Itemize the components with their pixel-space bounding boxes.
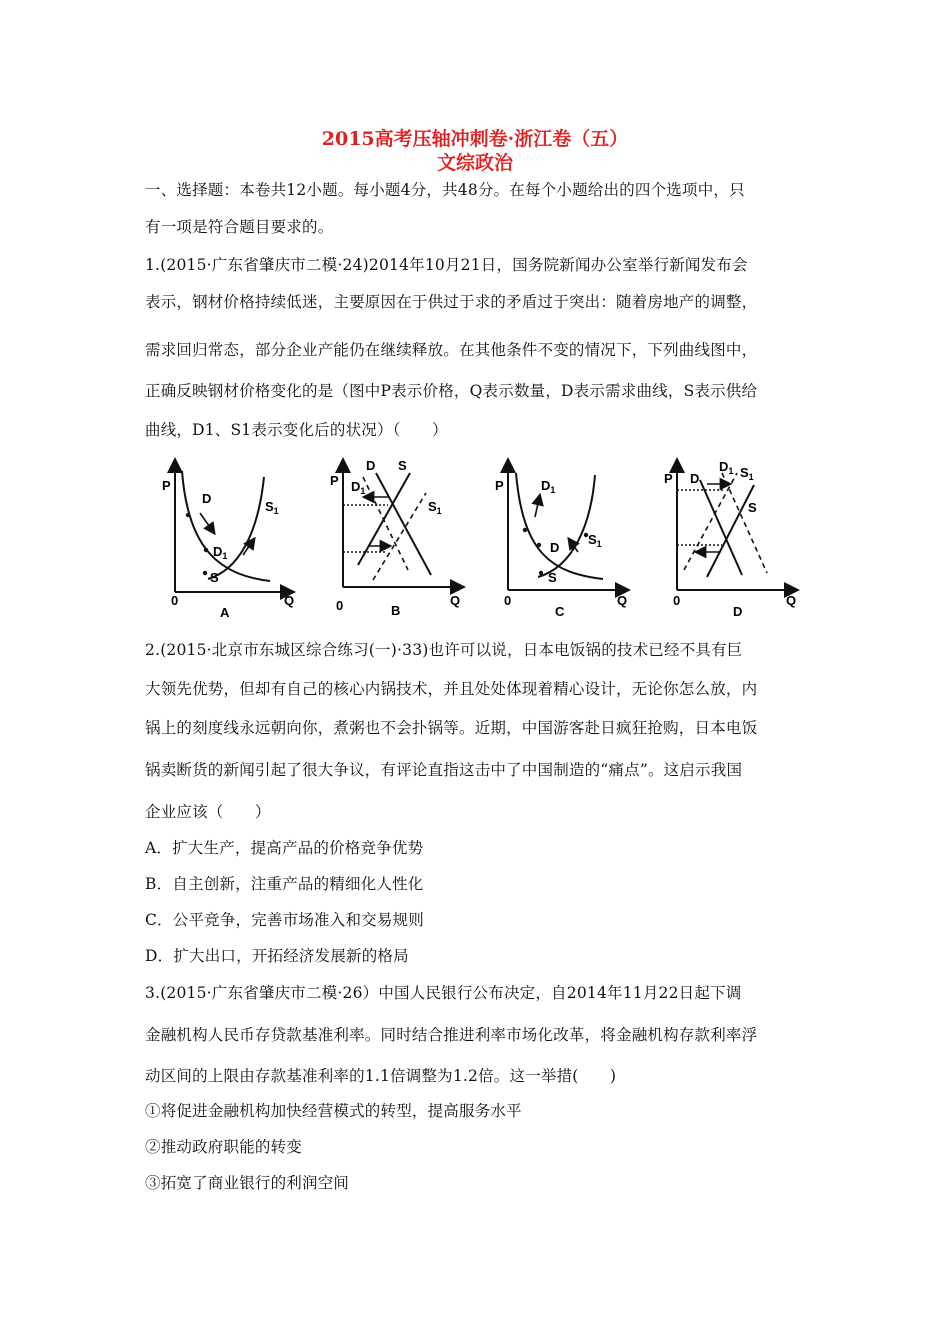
page-title: 2015高考压轴冲刺卷·浙江卷（五）: [321, 128, 629, 150]
curve-label-d1: $D_1$: [719, 459, 734, 476]
curve-label-d: D: [366, 458, 376, 473]
question-1-line: 曲线，D1、S1表示变化后的状况）（ ）: [145, 421, 448, 439]
curve-label-d1: $D_1$: [213, 544, 228, 561]
question-3-item-3: ③拓宽了商业银行的利润空间: [145, 1174, 350, 1192]
question-1-line: 表示，钢材价格持续低迷，主要原因在于供过于求的矛盾过于突出：随着房地产的调整，: [145, 293, 758, 311]
section-instruction-line: 一、选择题：本卷共12小题。每小题4分，共48分。在每个小题给出的四个选项中，只: [145, 181, 745, 199]
axis-label-q: Q: [450, 593, 461, 608]
question-2-line: 企业应该（ ）: [145, 803, 271, 821]
origin-label: 0: [504, 593, 512, 608]
curve-label-d1: $D_1$: [541, 478, 556, 495]
question-2-line: 2.(2015·北京市东城区综合练习(一)·33)也许可以说，日本电饭锅的技术已经不具有巨: [145, 641, 743, 659]
curve-label-s1: $S_1$: [588, 532, 602, 549]
axis-label-q: Q: [786, 593, 797, 608]
axis-label-p: P: [330, 473, 339, 488]
curve-label-s1: $S_1$: [265, 499, 279, 516]
graph-a: [160, 455, 310, 625]
point-marker: [204, 548, 208, 552]
curve-label-d: D: [550, 540, 560, 555]
demand-curve: [516, 473, 603, 579]
curve-label-s: S: [210, 570, 219, 585]
demand-d-line: [700, 480, 742, 575]
section-instruction-line: 有一项是符合题目要求的。: [145, 218, 334, 236]
axis-label-q: Q: [617, 593, 628, 608]
graph-label: A: [220, 605, 230, 620]
supply-s-line: [707, 485, 754, 577]
question-2-option-c: C．公平竞争，完善市场准入和交易规则: [145, 911, 424, 929]
curve-label-s: S: [548, 570, 557, 585]
graph-label: C: [555, 604, 565, 619]
curve-label-d: D: [202, 491, 212, 506]
point-marker: [539, 571, 543, 575]
question-1-line: 1.(2015·广东省肇庆市二模·24)2014年10月21日，国务院新闻办公室举行新闻发布会: [145, 256, 748, 274]
question-2-line: 锅卖断货的新闻引起了很大争议，有评论直指这击中了中国制造的“痛点”。这启示我国: [145, 761, 743, 779]
curve-label-d1: $D_1$: [351, 479, 366, 496]
question-2-option-b: B．自主创新，注重产品的精细化人性化: [145, 875, 424, 893]
origin-label: 0: [673, 593, 681, 608]
question-3-item-2: ②推动政府职能的转变: [145, 1138, 303, 1156]
question-3-line: 金融机构人民币存贷款基准利率。同时结合推进利率市场化改革，将金融机构存款利率浮: [145, 1026, 758, 1044]
question-2-line: 锅上的刻度线永远朝向你，煮粥也不会扑锅等。近期，中国游客赴日疯狂抢购，日本电饭: [145, 719, 758, 737]
curve-label-s: S: [748, 500, 757, 515]
question-2-option-a: A．扩大生产，提高产品的价格竞争优势: [145, 839, 424, 857]
point-marker: [203, 571, 207, 575]
curve-label-d: D: [690, 471, 700, 486]
graph-label: D: [733, 604, 743, 619]
question-3-line: 动区间的上限由存款基准利率的1.1倍调整为1.2倍。这一举措( ): [145, 1067, 617, 1085]
graph-label: B: [391, 603, 401, 618]
curve-label-s1: $S_1$: [740, 465, 754, 482]
axis-label-p: P: [664, 471, 673, 486]
point-marker: [523, 528, 527, 532]
origin-label: 0: [171, 593, 179, 608]
demand-curve: [182, 471, 270, 581]
supply-s1-line: [373, 493, 426, 580]
question-2-line: 大领先优势，但却有自己的核心内锅技术，并且处处体现着精心设计，无论你怎么放，内: [145, 680, 758, 698]
curve-label-s1: $S_1$: [428, 499, 442, 516]
question-2-option-d: D．扩大出口，开拓经济发展新的格局: [145, 947, 409, 965]
point-marker: [537, 543, 541, 547]
page-subtitle: 文综政治: [436, 152, 513, 174]
graph-c: [493, 455, 643, 625]
axis-label-q: Q: [284, 593, 295, 608]
shift-arrow: [535, 499, 539, 517]
graph-d: [662, 455, 812, 625]
question-3-item-1: ①将促进金融机构加快经营模式的转型，提高服务水平: [145, 1102, 522, 1120]
graph-b: [328, 455, 478, 625]
axis-label-p: P: [162, 478, 171, 493]
point-marker: [186, 513, 190, 517]
shift-arrow: [200, 513, 212, 530]
question-1-line: 正确反映钢材价格变化的是（图中P表示价格，Q表示数量，D表示需求曲线，S表示供给: [145, 382, 758, 400]
supply-curve: [208, 477, 264, 579]
question-1-line: 需求回归常态，部分企业产能仍在继续释放。在其他条件不变的情况下，下列曲线图中，: [145, 341, 758, 359]
question-3-line: 3.(2015·广东省肇庆市二模·26）中国人民银行公布决定，自2014年11月22日起下调: [145, 984, 742, 1002]
origin-label: 0: [336, 598, 344, 613]
curve-label-s: S: [398, 458, 407, 473]
supply-s1-line: [684, 473, 737, 570]
axis-label-p: P: [495, 478, 504, 493]
